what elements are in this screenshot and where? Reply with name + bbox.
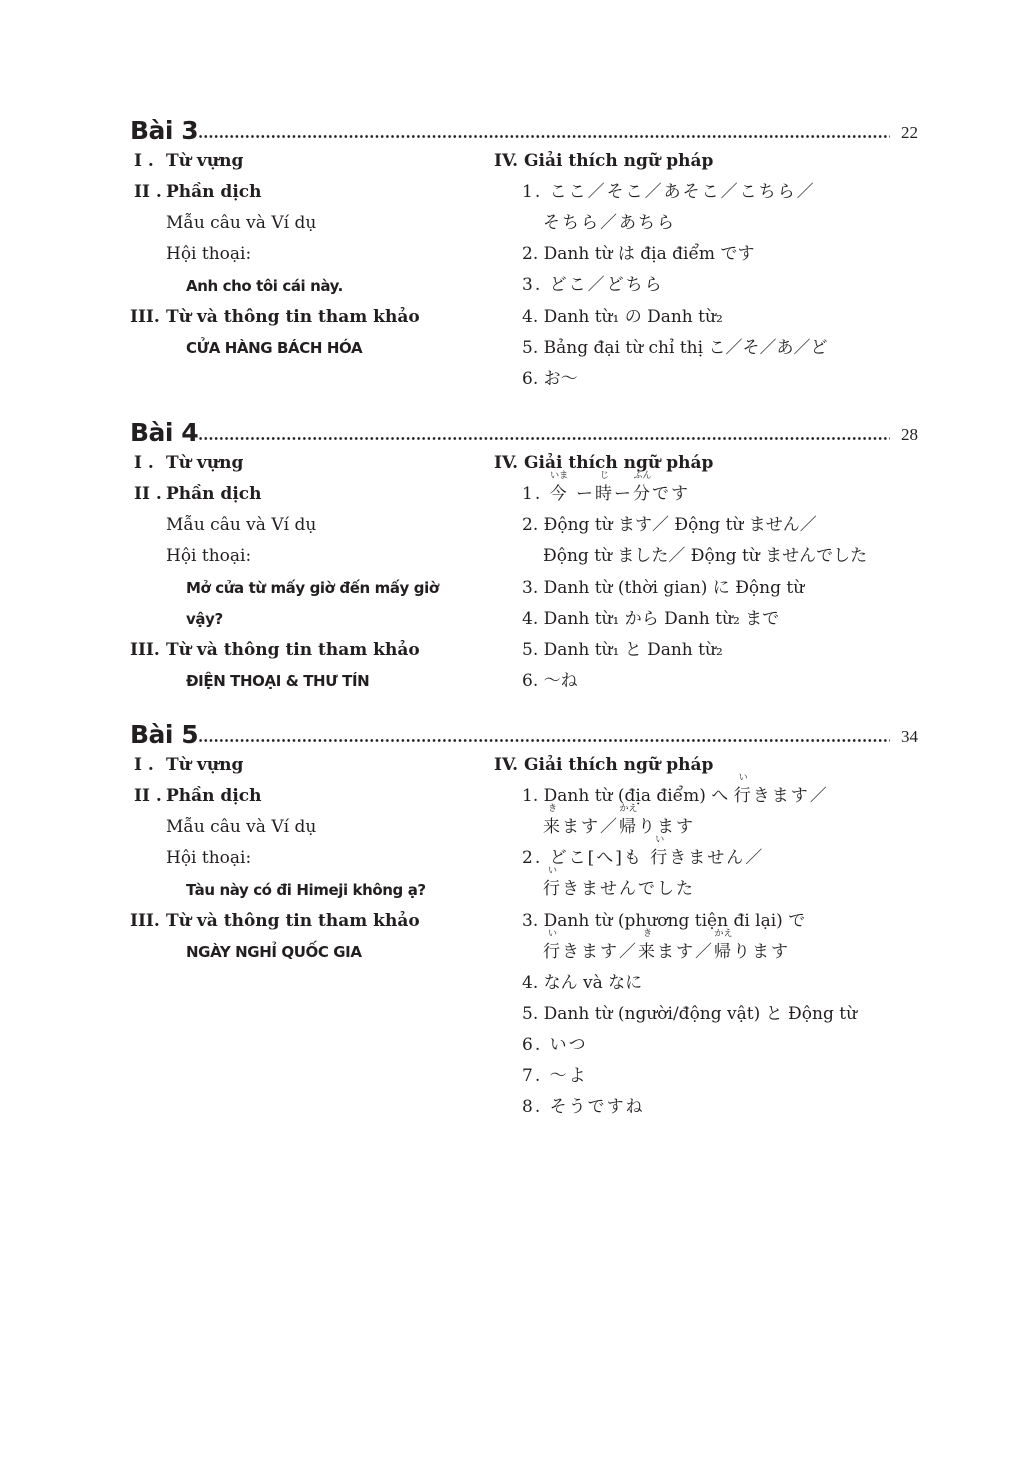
furigana: かえ bbox=[714, 929, 733, 939]
lesson-title: Bài 5 bbox=[130, 720, 199, 749]
grammar-item[interactable]: 6. いつ bbox=[522, 1035, 588, 1055]
section-translation[interactable]: Phần dịch bbox=[166, 786, 262, 806]
section-num: III. bbox=[130, 640, 160, 660]
kanji-kuru: き 来 bbox=[638, 929, 657, 962]
grammar-item[interactable]: 3. Danh từ (thời gian) に Động từ bbox=[522, 578, 805, 598]
furigana: い bbox=[738, 773, 748, 783]
furigana: いま bbox=[550, 471, 569, 481]
lesson-title: Bài 3 bbox=[130, 116, 199, 145]
kanji-kuru: き 来 bbox=[543, 804, 562, 837]
section-num: I . bbox=[134, 151, 154, 171]
kanji-iku: い 行 bbox=[543, 866, 562, 899]
reference-title: NGÀY NGHỈ QUỐC GIA bbox=[186, 943, 362, 961]
grammar-item[interactable]: 6. ～ね bbox=[522, 671, 578, 691]
furigana: い bbox=[655, 835, 665, 845]
grammar-item[interactable]: 6. お～ bbox=[522, 369, 578, 389]
reference-title: ĐIỆN THOẠI & THƯ TÍN bbox=[186, 672, 370, 690]
kanji-fun: ふん 分 bbox=[633, 471, 653, 504]
kanji-kaeru: かえ 帰 bbox=[714, 929, 733, 962]
grammar-item[interactable]: 7. ～よ bbox=[522, 1066, 588, 1086]
grammar-item-cont bbox=[543, 866, 695, 901]
kanji-iku: い 行 bbox=[733, 773, 753, 806]
dot-leader bbox=[198, 437, 890, 440]
conversation-title: Tàu này có đi Himeji không ạ? bbox=[186, 881, 426, 899]
section-translation[interactable]: Phần dịch bbox=[166, 182, 262, 202]
text-segment: ります bbox=[638, 817, 695, 837]
kanji-ji: じ 時 bbox=[595, 471, 615, 504]
page-number: 34 bbox=[901, 727, 918, 746]
section-num: II . bbox=[134, 484, 162, 504]
sentences-label[interactable]: Mẫu câu và Ví dụ bbox=[166, 817, 317, 837]
section-reference[interactable]: Từ và thông tin tham khảo bbox=[166, 307, 420, 327]
conversation-label[interactable]: Hội thoại: bbox=[166, 244, 252, 264]
conversation-title: Mở cửa từ mấy giờ đến mấy giờ bbox=[186, 579, 439, 597]
text-segment: きませんでした bbox=[562, 879, 695, 899]
lesson-5-heading[interactable] bbox=[130, 720, 920, 752]
conversation-title-cont: vậy? bbox=[186, 610, 223, 628]
furigana: かえ bbox=[619, 804, 638, 814]
grammar-item[interactable] bbox=[522, 835, 765, 870]
item-number: 1. bbox=[522, 484, 543, 504]
sentences-label[interactable]: Mẫu câu và Ví dụ bbox=[166, 213, 317, 233]
dot-leader bbox=[198, 135, 890, 138]
furigana: い bbox=[547, 866, 558, 876]
section-reference[interactable]: Từ và thông tin tham khảo bbox=[166, 640, 420, 660]
furigana: き bbox=[642, 929, 653, 939]
grammar-item[interactable] bbox=[522, 773, 829, 808]
furigana: ふん bbox=[633, 471, 652, 481]
text-segment: きません／ bbox=[669, 848, 765, 868]
reference-title: CỬA HÀNG BÁCH HÓA bbox=[186, 339, 363, 357]
section-grammar[interactable]: IV. Giải thích ngữ pháp bbox=[494, 755, 714, 775]
lesson-title: Bài 4 bbox=[130, 418, 199, 447]
section-reference[interactable]: Từ và thông tin tham khảo bbox=[166, 911, 420, 931]
conversation-label[interactable]: Hội thoại: bbox=[166, 848, 252, 868]
page-number: 28 bbox=[901, 425, 918, 444]
furigana: い bbox=[547, 929, 558, 939]
furigana: じ bbox=[600, 471, 610, 481]
kanji-iku: い 行 bbox=[543, 929, 562, 962]
section-num: II . bbox=[134, 786, 162, 806]
grammar-item[interactable]: 3. どこ／どちら bbox=[522, 275, 664, 295]
section-vocab[interactable]: Từ vựng bbox=[166, 755, 244, 775]
section-vocab[interactable]: Từ vựng bbox=[166, 151, 244, 171]
grammar-item[interactable]: 2. Danh từ は địa điểm です bbox=[522, 244, 755, 264]
text-segment: です bbox=[652, 484, 691, 504]
text-segment: ます／ bbox=[657, 942, 714, 962]
section-num: II . bbox=[134, 182, 162, 202]
grammar-item-cont bbox=[543, 929, 790, 964]
section-num: I . bbox=[134, 453, 154, 473]
section-grammar[interactable]: IV. Giải thích ngữ pháp bbox=[494, 453, 714, 473]
section-num: III. bbox=[130, 307, 160, 327]
grammar-item[interactable] bbox=[522, 471, 691, 506]
text-segment: ー bbox=[568, 484, 596, 504]
section-vocab[interactable]: Từ vựng bbox=[166, 453, 244, 473]
grammar-item-cont: そちら／あちら bbox=[543, 213, 676, 233]
grammar-item-cont: Động từ ました／ Động từ ませんでした bbox=[543, 546, 868, 566]
text-segment: ます／ bbox=[562, 817, 619, 837]
lesson-4-heading[interactable] bbox=[130, 418, 920, 450]
grammar-item[interactable]: 3. Danh từ (phương tiện đi lại) で bbox=[522, 911, 806, 931]
conversation-title: Anh cho tôi cái này. bbox=[186, 277, 343, 295]
section-translation[interactable]: Phần dịch bbox=[166, 484, 262, 504]
text-segment: きます／ bbox=[562, 942, 638, 962]
grammar-item[interactable]: 8. そうですね bbox=[522, 1097, 645, 1117]
grammar-item-cont bbox=[543, 804, 695, 839]
grammar-item[interactable]: 4. Danh từ₁ の Danh từ₂ bbox=[522, 307, 723, 327]
lesson-3-heading[interactable] bbox=[130, 116, 920, 148]
text-segment: 1. Danh từ (địa điểm) へ bbox=[522, 786, 734, 806]
kanji-kaeru: かえ 帰 bbox=[619, 804, 638, 837]
grammar-item[interactable]: 2. Động từ ます／ Động từ ません／ bbox=[522, 515, 817, 535]
text-segment: ります bbox=[733, 942, 790, 962]
grammar-item[interactable]: 5. Bảng đại từ chỉ thị こ／そ／あ／ど bbox=[522, 338, 828, 358]
grammar-item[interactable]: 4. なん và なに bbox=[522, 973, 643, 993]
conversation-label[interactable]: Hội thoại: bbox=[166, 546, 252, 566]
sentences-label[interactable]: Mẫu câu và Ví dụ bbox=[166, 515, 317, 535]
grammar-item[interactable]: 5. Danh từ (người/động vật) と Động từ bbox=[522, 1004, 858, 1024]
grammar-item[interactable]: 5. Danh từ₁ と Danh từ₂ bbox=[522, 640, 723, 660]
grammar-item[interactable]: 4. Danh từ₁ から Danh từ₂ まで bbox=[522, 609, 780, 629]
text-segment: きます／ bbox=[752, 786, 829, 806]
kanji-ima: いま 今 bbox=[549, 471, 569, 504]
section-grammar[interactable]: IV. Giải thích ngữ pháp bbox=[494, 151, 714, 171]
kanji-iku: い 行 bbox=[650, 835, 670, 868]
text-segment: ー bbox=[614, 484, 634, 504]
dot-leader bbox=[198, 739, 890, 742]
section-num: I . bbox=[134, 755, 154, 775]
text-segment: 2. どこ[へ]も bbox=[522, 848, 651, 868]
page-number: 22 bbox=[901, 123, 918, 142]
furigana: き bbox=[547, 804, 558, 814]
grammar-item[interactable]: 1. ここ／そこ／あそこ／こちら／ bbox=[522, 182, 816, 202]
section-num: III. bbox=[130, 911, 160, 931]
